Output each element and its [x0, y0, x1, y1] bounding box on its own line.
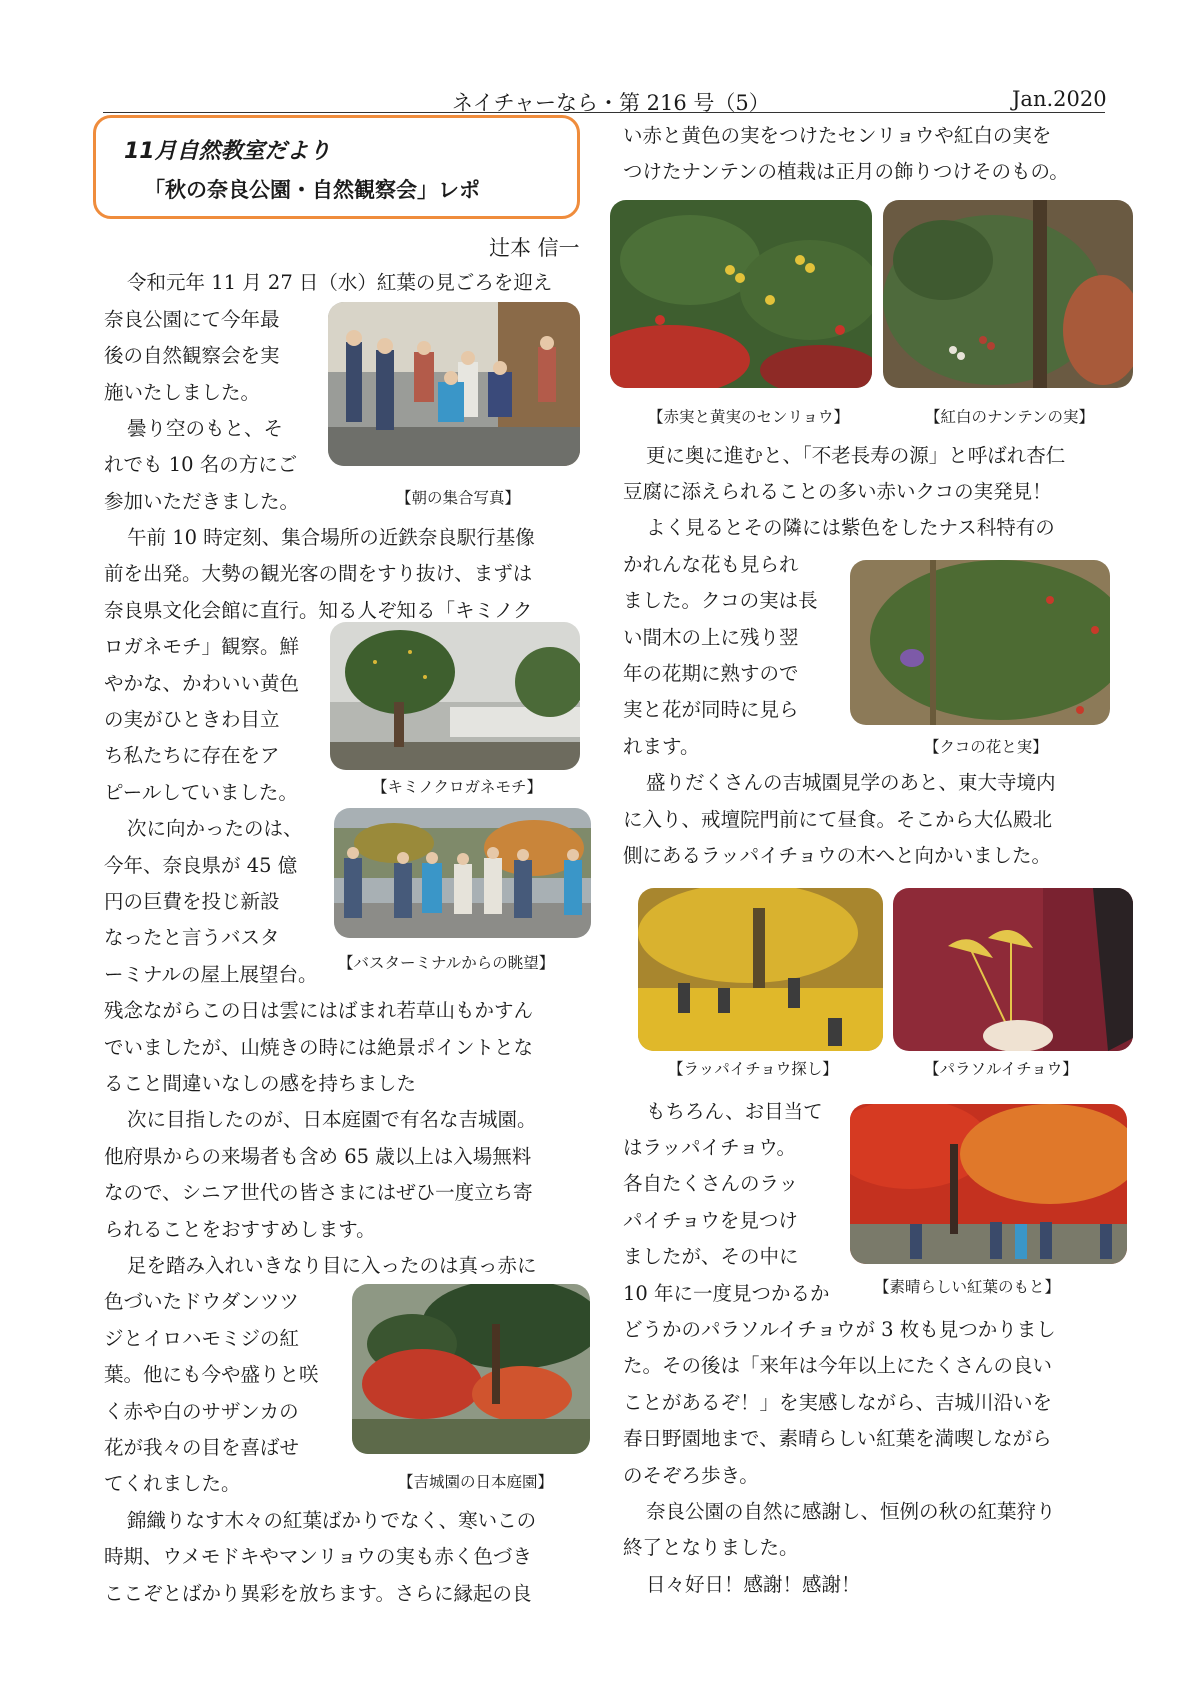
- text-line: に入り、戒壇院門前にて昼食。そこから大仏殿北: [623, 808, 1053, 831]
- text-line: 花が我々の目を喜ばせ: [104, 1436, 300, 1459]
- text-line: パイチョウを見つけ: [623, 1209, 798, 1232]
- title-box: [93, 115, 580, 219]
- text-line: 円の巨費を投じ新設: [104, 890, 280, 913]
- caption-bus-terminal: 【バスターミナルからの眺望】: [338, 954, 555, 972]
- text-line: ロガネモチ」観察。鮮: [104, 635, 300, 658]
- caption-rappa-search: 【ラッパイチョウ探し】: [668, 1060, 838, 1078]
- text-line: 葉。他にも今や盛りと咲: [104, 1363, 319, 1386]
- text-line: 参加いただきました。: [104, 490, 300, 513]
- photo-parasol: [893, 888, 1133, 1051]
- text-line: 春日野園地まで、素晴らしい紅葉を満喫しながら: [623, 1427, 1052, 1450]
- text-line: 終了となりました。: [623, 1536, 799, 1559]
- text-line: かれんな花も見られ: [623, 553, 799, 576]
- photo-rappa-search: [638, 888, 883, 1051]
- text-line: 今年、奈良県が 45 億: [104, 854, 298, 877]
- column-title: 11月自然教室だより: [124, 139, 331, 164]
- text-line: ことがあるぞ！」を実感しながら、吉城川沿いを: [623, 1391, 1053, 1414]
- text-line: のそぞろ歩き。: [623, 1464, 759, 1487]
- text-line: 豆腐に添えられることの多い赤いクコの実発見！: [623, 480, 1052, 503]
- text-line: 曇り空のもと、そ: [127, 417, 284, 440]
- text-line: 次に目指したのが、日本庭園で有名な吉城園。: [127, 1108, 537, 1131]
- text-line: 令和元年 11 月 27 日（水）紅葉の見ごろを迎え: [127, 271, 553, 294]
- text-line: 各自たくさんのラッ: [623, 1172, 799, 1195]
- photo-bus-terminal: [334, 808, 591, 938]
- text-line: い赤と黄色の実をつけたセンリョウや紅白の実を: [623, 124, 1052, 147]
- photo-kiminokurogane: [330, 622, 580, 770]
- text-line: い間木の上に残り翌: [623, 626, 799, 649]
- text-line: やかな、かわいい黄色: [104, 672, 300, 695]
- text-line: ましたが、その中に: [623, 1245, 799, 1268]
- text-line: 奈良公園にて今年最: [104, 308, 280, 331]
- text-line: つけたナンテンの植栽は正月の飾りつけそのもの。: [623, 160, 1069, 183]
- text-line: よく見るとその隣には紫色をしたナス科特有の: [646, 516, 1055, 539]
- photo-morning-group: [328, 302, 580, 466]
- text-line: ピールしていました。: [104, 781, 298, 804]
- text-line: 日々好日！感謝！感謝！: [646, 1573, 861, 1596]
- caption-nanten: 【紅白のナンテンの実】: [925, 408, 1094, 426]
- text-line: ること間違いなしの感を持ちました: [104, 1072, 417, 1095]
- issue-date: Jan.2020: [1012, 87, 1107, 111]
- text-line: どうかのパラソルイチョウが 3 枚も見つかりまし: [623, 1318, 1056, 1341]
- text-line: 年の花期に熟すので: [623, 662, 799, 685]
- issue-label: ネイチャーなら・第 216 号（5）: [452, 91, 770, 115]
- text-line: 時期、ウメモドキやマンリョウの実も赤く色づき: [104, 1545, 532, 1568]
- header-rule: [103, 112, 1105, 113]
- text-line: く赤や白のサザンカの: [104, 1400, 299, 1423]
- text-line: なったと言うバスタ: [104, 926, 280, 949]
- caption-kuko: 【クコの花と実】: [924, 738, 1048, 756]
- text-line: 奈良県文化会館に直行。知る人ぞ知る「キミノク: [104, 599, 533, 622]
- text-line: 色づいたドウダンツツ: [104, 1290, 300, 1313]
- photo-nanten: [883, 200, 1133, 388]
- text-line: た。その後は「来年は今年以上にたくさんの良い: [623, 1354, 1053, 1377]
- text-line: もちろん、お目当て: [646, 1100, 823, 1123]
- text-line: ーミナルの屋上展望台。: [104, 963, 318, 986]
- text-line: れでも 10 名の方にご: [104, 453, 298, 476]
- text-line: ち私たちに存在をア: [104, 744, 280, 767]
- article-title: 「秋の奈良公園・自然観察会」レポ: [144, 178, 480, 202]
- text-line: 錦織りなす木々の紅葉ばかりでなく、寒いこの: [127, 1509, 537, 1532]
- text-line: 足を踏み入れいきなり目に入ったのは真っ赤に: [127, 1254, 537, 1277]
- text-line: 前を出発。大勢の観光客の間をすり抜け、まずは: [104, 562, 533, 585]
- text-line: 実と花が同時に見ら: [623, 698, 799, 721]
- text-line: 盛りだくさんの吉城園見学のあと、東大寺境内: [646, 771, 1056, 794]
- caption-yoshikien: 【吉城園の日本庭園】: [398, 1473, 554, 1491]
- caption-autumn-leaves: 【素晴らしい紅葉のもと】: [874, 1278, 1061, 1296]
- caption-parasol: 【パラソルイチョウ】: [924, 1060, 1078, 1078]
- text-line: ジとイロハモミジの紅: [104, 1327, 300, 1350]
- photo-autumn-leaves: [850, 1104, 1127, 1264]
- text-line: ました。クコの実は長: [623, 589, 818, 612]
- text-line: 他府県からの来場者も含め 65 歳以上は入場無料: [104, 1145, 532, 1168]
- text-line: はラッパイチョウ。: [623, 1136, 796, 1159]
- text-line: 10 年に一度見つかるか: [623, 1282, 830, 1305]
- author-name: 辻本 信一: [489, 236, 580, 260]
- caption-senryou: 【赤実と黄実のセンリョウ】: [648, 408, 850, 426]
- text-line: 側にあるラッパイチョウの木へと向かいました。: [623, 844, 1052, 867]
- text-line: 奈良公園の自然に感謝し、恒例の秋の紅葉狩り: [646, 1500, 1056, 1523]
- text-line: 次に向かったのは、: [127, 817, 303, 840]
- photo-yoshikien: [352, 1284, 590, 1454]
- text-line: の実がひときわ目立: [104, 708, 280, 731]
- text-line: 更に奥に進むと、「不老長寿の源」と呼ばれ杏仁: [646, 444, 1066, 467]
- text-line: 施いたしました。: [104, 381, 261, 404]
- photo-senryou: [610, 200, 872, 388]
- photo-kuko: [850, 560, 1110, 725]
- text-line: 午前 10 時定刻、集合場所の近鉄奈良駅行基像: [127, 526, 535, 549]
- text-line: なので、シニア世代の皆さまにはぜひ一度立ち寄: [104, 1181, 533, 1204]
- text-line: 後の自然観察会を実: [104, 344, 280, 367]
- text-line: ここぞとばかり異彩を放ちます。さらに縁起の良: [104, 1582, 532, 1605]
- text-line: でいましたが、山焼きの時には絶景ポイントとな: [104, 1036, 534, 1059]
- caption-kiminokurogane: 【キミノクロガネモチ】: [372, 778, 543, 796]
- text-line: られることをおすすめします。: [104, 1218, 376, 1241]
- text-line: 残念ながらこの日は雲にはばまれ若草山もかすん: [104, 999, 534, 1022]
- text-line: てくれました。: [104, 1472, 241, 1495]
- caption-morning-group: 【朝の集合写真】: [396, 489, 521, 507]
- text-line: れます。: [623, 735, 700, 758]
